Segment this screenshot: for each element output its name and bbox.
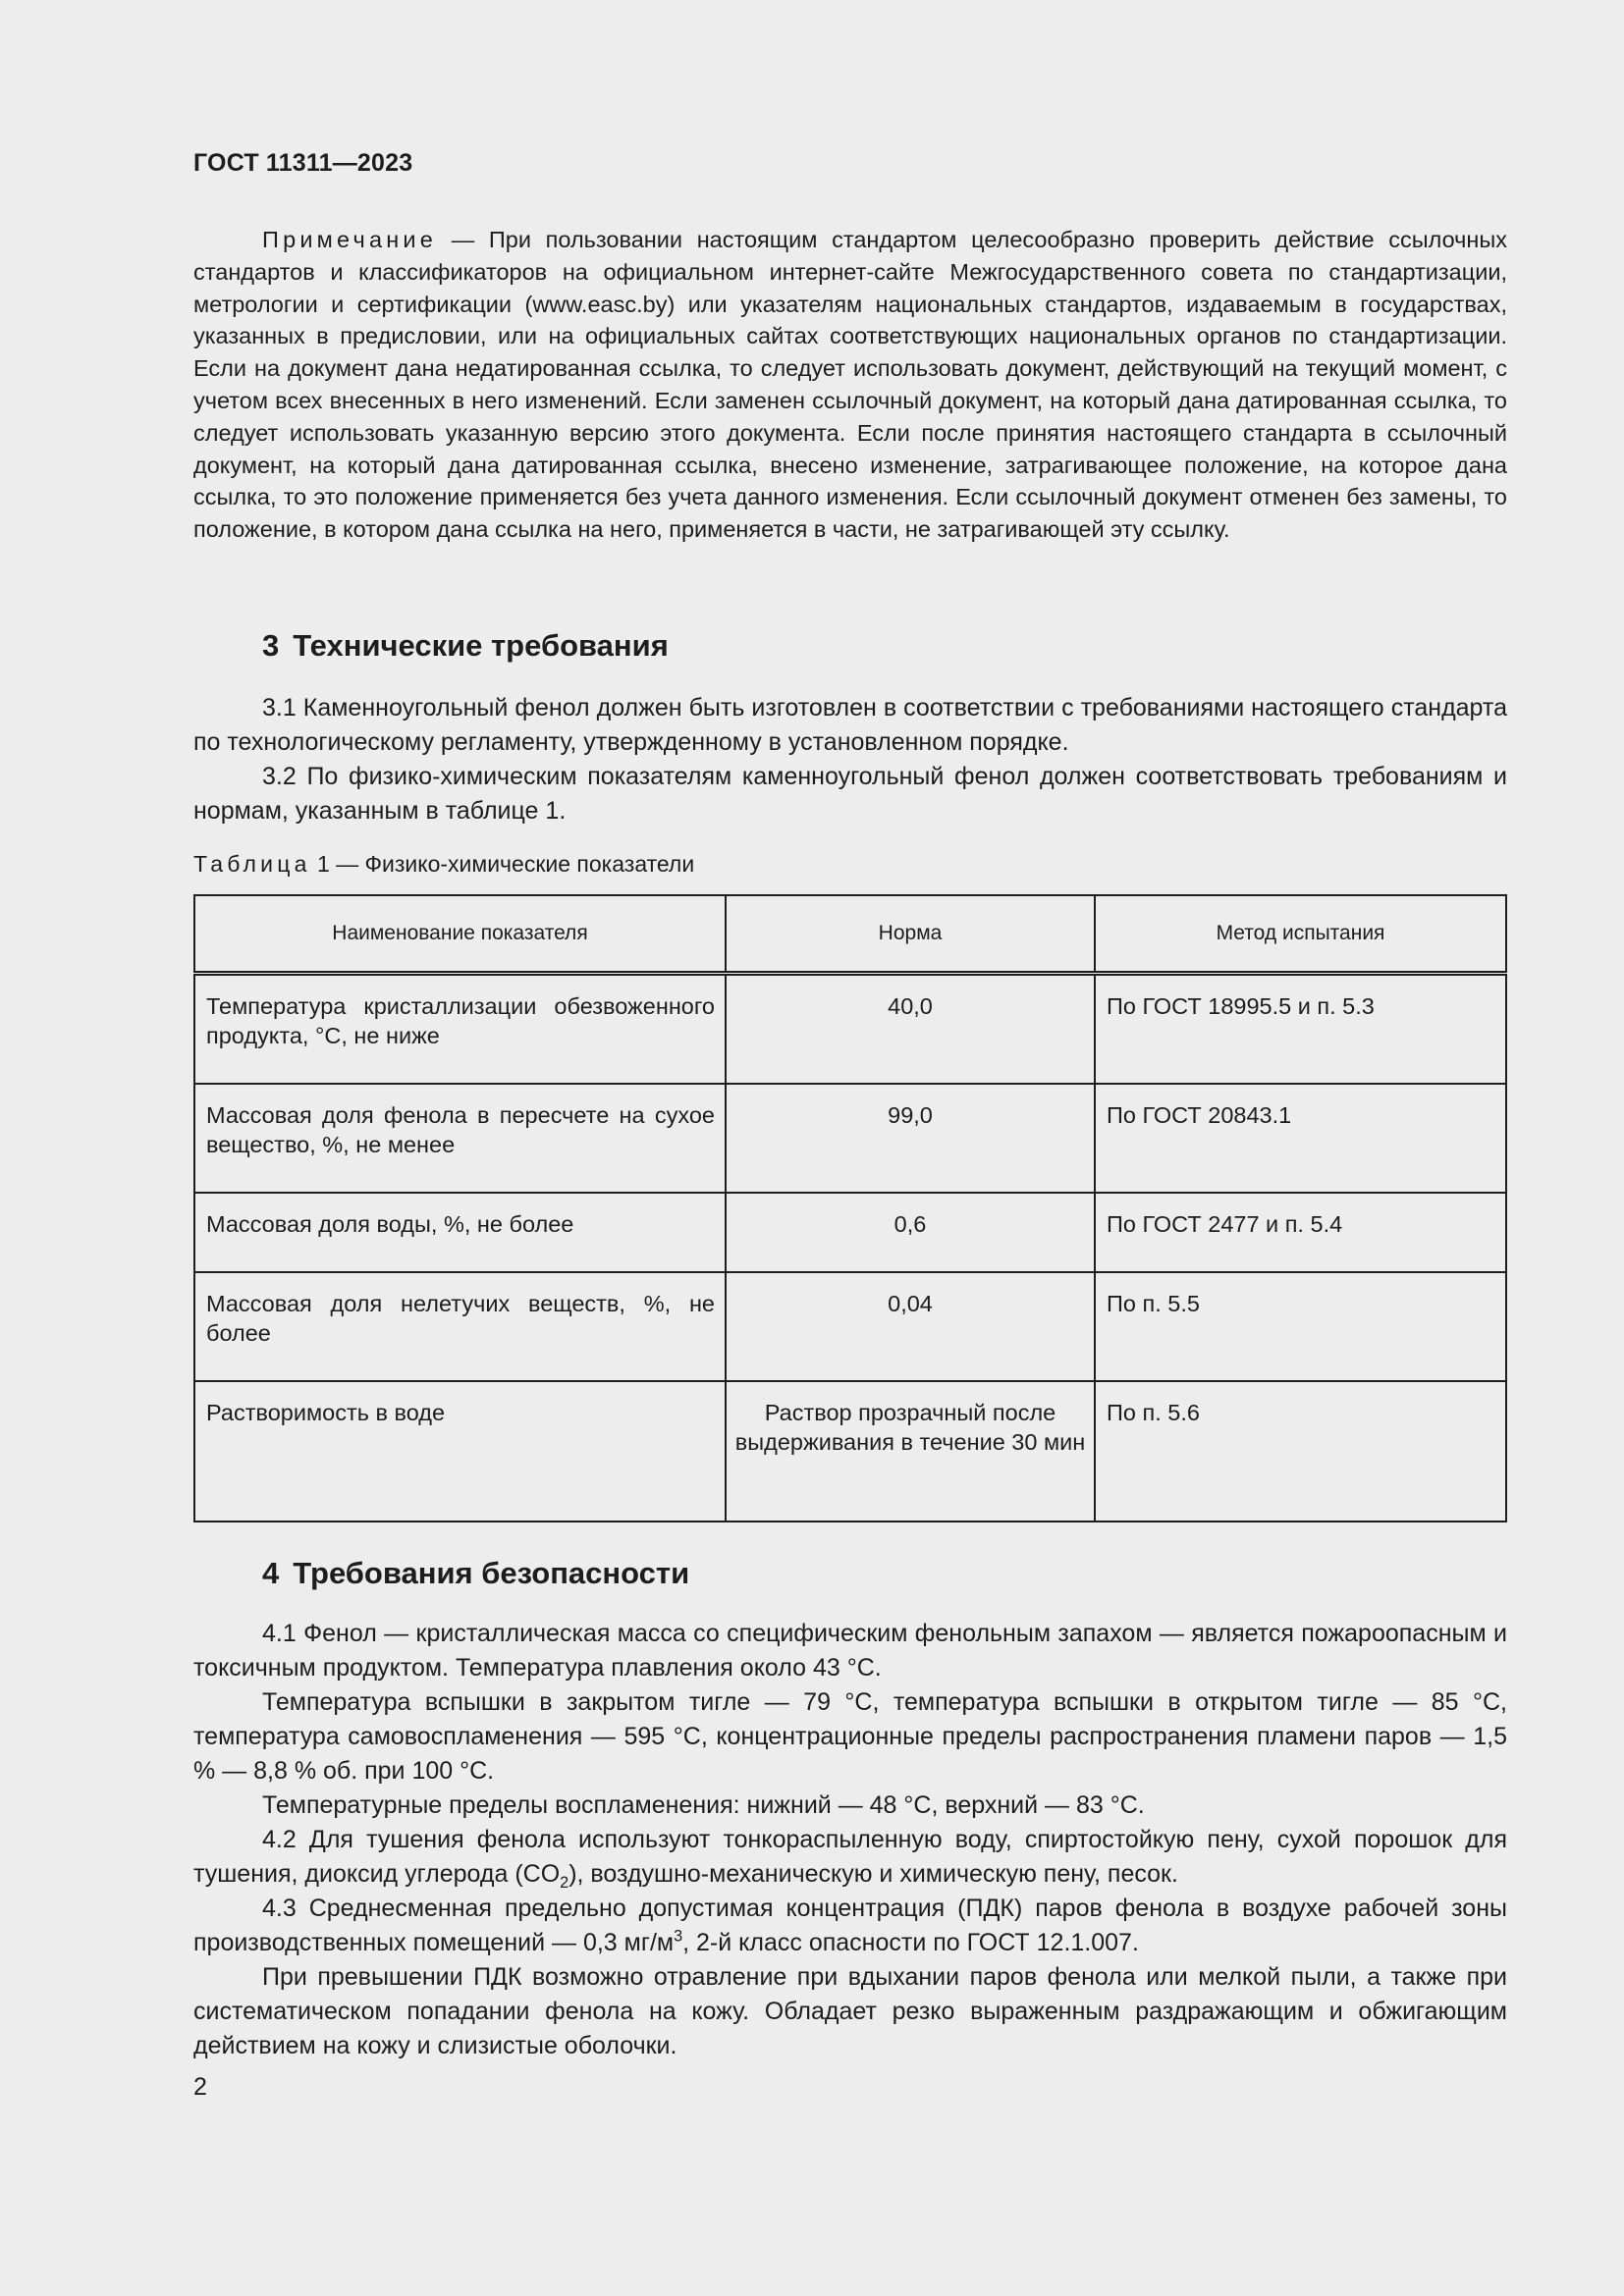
cell-norm: 40,0 — [726, 974, 1095, 1085]
cell-method: По ГОСТ 18995.5 и п. 5.3 — [1095, 974, 1506, 1085]
table-row — [194, 1381, 1506, 1522]
paragraph-4-2-text: 4.2 Для тушения фенола используют тонкораспыленную воду, спиртостойкую пену, сухой порошок для тушения, диоксид углерода (CO — [193, 1826, 1507, 1888]
section-3-body — [193, 691, 1507, 828]
document-code-header: ГОСТ 11311—2023 — [193, 149, 413, 177]
section-4-title: Требования безопасности — [293, 1556, 690, 1590]
table-1 — [193, 894, 1507, 1522]
page-number: 2 — [193, 2073, 207, 2101]
table-row — [194, 1084, 1506, 1193]
section-4-number: 4 — [262, 1556, 280, 1590]
cell-indicator: Массовая доля фенола в пересчете на сухое вещество, %, не менее — [194, 1084, 726, 1193]
paragraph-4-2-tail: ), воздушно-механическую и химическую пену, песок. — [568, 1860, 1178, 1888]
section-4-heading — [262, 1556, 689, 1591]
section-3-title: Технические требования — [293, 628, 669, 663]
paragraph-4-1: 4.1 Фенол — кристаллическая масса со специфическим фенольным запахом — является пожароопасным и токсичным продуктом. Температура плавления около 43 °C. — [193, 1620, 1507, 1682]
header-norm: Норма — [726, 895, 1095, 974]
paragraph-4-1-flash-points: Температура вспышки в закрытом тигле — 79 °C, температура вспышки в открытом тигле — 85 °C, температура самовоспламенения — 595 °C, концентрационные пределы распространения пламени паров — 1,5 % — 8,8 % об. при 100 °C. — [193, 1688, 1507, 1785]
table-1-caption — [193, 851, 694, 878]
paragraph-4-3-exposure: При превышении ПДК возможно отравление при вдыхании паров фенола или мелкой пыли, а также при систематическом попадании фенола на кожу. Обладает резко выраженным раздражающим и обжигающим действием на кожу и слизистые оболочки. — [193, 1963, 1507, 2059]
cubic-superscript: 3 — [674, 1927, 683, 1946]
table-caption-text: 1 — Физико-химические показатели — [310, 851, 695, 877]
paragraph-4-3 — [193, 1892, 1507, 1960]
cell-norm: Раствор прозрачный после выдерживания в течение 30 мин — [726, 1381, 1095, 1522]
note-text: — При пользовании настоящим стандартом целесообразно проверить действие ссылочных стандартов и классификаторов на официальном интернет-сайте Межгосударственного совета по стандартизации, метрологии и сертификации (www.easc.by) или указателям национальных стандартов, издаваемым в государствах, указанных в предисловии, или на официальных сайтах соответствующих национальных органов по стандартизации. Если на документ дана недатированная ссылка, то следует использовать документ, действующий на текущий момент, с учетом всех внесенных в него изменений. Если заменен ссылочный документ, на который дана датированная ссылка, то следует использовать указанную версию этого документа. Если после принятия настоящего стандарта в ссылочный документ, на который дана датированная ссылка, внесено изменение, затрагивающее положение, на которое дана ссылка, то это положение применяется без учета данного изменения. Если ссылочный документ отменен без замены, то положение, в котором дана ссылка на него, применяется в части, не затрагивающей эту ссылку. — [193, 227, 1507, 543]
section-4-body — [193, 1617, 1507, 2063]
header-test-method: Метод испытания — [1095, 895, 1506, 974]
section-3-number: 3 — [262, 628, 280, 663]
paragraph-4-3-tail: , 2-й класс опасности по ГОСТ 12.1.007. — [682, 1929, 1139, 1956]
header-indicator-name: Наименование показателя — [194, 895, 726, 974]
cell-indicator: Массовая доля воды, %, не более — [194, 1193, 726, 1272]
cell-norm: 0,04 — [726, 1272, 1095, 1381]
table-row — [194, 1193, 1506, 1272]
note-paragraph — [193, 224, 1507, 546]
table-header-row — [194, 895, 1506, 974]
paragraph-4-1-ignition-limits: Температурные пределы воспламенения: нижний — 48 °C, верхний — 83 °C. — [262, 1791, 1145, 1819]
table-caption-label: Таблица — [193, 851, 311, 877]
cell-method: По ГОСТ 20843.1 — [1095, 1084, 1506, 1193]
section-3-heading — [262, 628, 669, 664]
cell-method: По п. 5.6 — [1095, 1381, 1506, 1522]
cell-indicator: Растворимость в воде — [194, 1381, 726, 1522]
cell-norm: 99,0 — [726, 1084, 1095, 1193]
paragraph-4-2 — [193, 1823, 1507, 1892]
cell-indicator: Температура кристаллизации обезвоженного продукта, °C, не ниже — [194, 974, 726, 1085]
cell-method: По п. 5.5 — [1095, 1272, 1506, 1381]
cell-method: По ГОСТ 2477 и п. 5.4 — [1095, 1193, 1506, 1272]
co2-subscript: 2 — [560, 1874, 569, 1892]
table-row — [194, 974, 1506, 1085]
cell-norm: 0,6 — [726, 1193, 1095, 1272]
paragraph-3-1: 3.1 Каменноугольный фенол должен быть изготовлен в соответствии с требованиями настоящего стандарта по технологическому регламенту, утвержденному в установленном порядке. — [193, 694, 1507, 756]
paragraph-4-3-text: 4.3 Среднесменная предельно допустимая концентрация (ПДК) паров фенола в воздухе рабочей зоны производственных помещений — 0,3 мг/м — [193, 1895, 1507, 1956]
paragraph-3-2: 3.2 По физико-химическим показателям каменноугольный фенол должен соответствовать требованиям и нормам, указанным в таблице 1. — [193, 763, 1507, 825]
cell-indicator: Массовая доля нелетучих веществ, %, не более — [194, 1272, 726, 1381]
note-label: Примечание — [262, 227, 438, 252]
table-row — [194, 1272, 1506, 1381]
